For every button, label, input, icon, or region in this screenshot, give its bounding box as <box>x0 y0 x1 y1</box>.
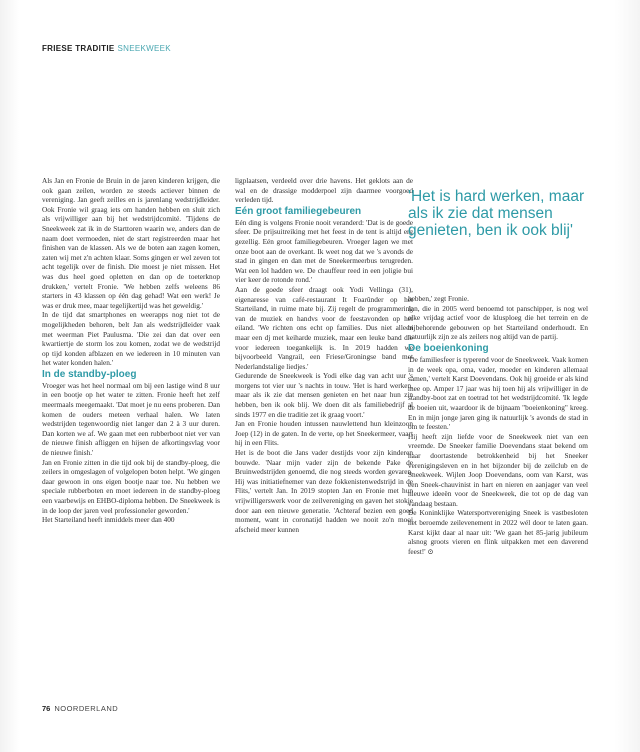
pull-quote: 'Het is hard werken, maar als ik zie dat mensen genieten, ben ik ook blij' <box>408 188 585 239</box>
section-header <box>42 44 171 53</box>
page-footer <box>42 704 118 713</box>
paragraph: Vroeger was het heel normaal om bij een lastige wind 8 uur in een bootje op het water te zitten. Fronie heeft het zelf meermaals meegemaakt. 'Dat moet je nu eens proberen. Dan komen de ouders meteen verhaal halen. We laten wedstrijden tegenwoordig niet langer dan 2 à 3 uur duren. Dan korten we af. We gaan met een rubberboot niet ver van de nieuwe finish afliggen en hijsen de afkortingsvlag voor de nieuwe finish.' <box>42 380 220 458</box>
paragraph: Het is de boot die Jans vader destijds voor zijn kinderen bouwde. 'Naar mijn vader zijn de bekende Pake de Bruinwedstrijden genoemd, die nog steeds worden gevaren. Hij was initiatiefnemer van deze fokkenistenwedstrijd in de Flits,' vertelt Jan. In 2019 stopten Jan en Fronie met hun vrijwilligerswerk voor de zeilvereniging en gaven het stokje door aan een nieuwe generatie. 'Achteraf bezien een goed moment, want in coronatijd hadden we nooit zo'n mooi afscheid meer kunnen <box>235 448 413 534</box>
paragraph: Jan en Fronie zitten in die tijd ook bij de standby-ploeg, die zeilers in omgeslagen of volgelopen boten helpt. 'We gingen daar gewoon in ons eigen bootje naar toe. Nu hebben we speciale rubberboten en moet iedereen in de standby-ploeg een vaarbewijs en EHBO-diploma hebben. De Sneekweek is in de loop der jaren veel professioneler geworden.' <box>42 457 220 515</box>
paragraph: Jan, die in 2005 werd benoemd tot panschipper, is nog wel elke vrijdag actief voor de klusploeg die het terrein en de bijbehorende gebouwen op het Starteiland onderhoudt. En natuurlijk zijn ze als zeilers nog altijd van de partij. <box>408 303 588 342</box>
article-column-3 <box>408 294 588 556</box>
paragraph: ligplaatsen, verdeeld over drie havens. Het geklots aan de wal en de drassige modderpoel zijn daarmee voorgoed verleden tijd. <box>235 176 413 205</box>
article-column-1 <box>42 176 220 525</box>
paragraph: hebben,' zegt Fronie. <box>408 294 469 303</box>
magazine-name: NOORDERLAND <box>54 704 119 713</box>
paragraph: Het Starteiland heeft inmiddels meer dan 400 <box>42 515 175 525</box>
paragraph: 'De familiesfeer is typerend voor de Sneekweek. Vaak komen in de week opa, oma, vader, moeder en kinderen allemaal samen,' vertelt Karst Doevendans. Ook hij groeide er als kind mee op. Amper 17 jaar was hij toen hij als vrijwilliger in de standby-boot zat en toetrad tot het wedstrijdcomité. 'Ik legde de boeien uit, waardoor ik de bijnaam "boeienkoning" kreeg. En in mijn jonge jaren ging ik natuurlijk 's avonds de stad in om te feesten.' <box>408 354 588 432</box>
section-title: FRIESE TRADITIE <box>42 44 115 53</box>
subheading-standby: In de standby-ploeg <box>42 368 137 380</box>
paragraph: Als Jan en Fronie de Bruin in de jaren kinderen krijgen, die ook gaan zeilen, worden ze steeds actiever binnen de vereniging. Jan geeft zeilles en is jarenlang wedstrijdleider. Ook Fronie wil graag iets om handen hebben en sluit zich als vrijwilliger aan bij het wedstrijdcomité. 'Tijdens de Sneekweek zat ik in de Starttoren waarin we, anders dan de naam doet vermoeden, niet de start registreerden maar het finishen van de klassen. Als we de boten aan zagen komen, zaten wij met z'n achten klaar. Soms gingen er wel zeven tot acht tegelijk over de finish. Die moest je niet missen. Het was dus heel goed opletten en dan op de toeterknop drukken,' vertelt Fronie. 'We hebben zelfs weleens 86 starters in 43 klassen op één dag gehad! Wat een werk! Je was er druk mee, maar tegelijkertijd was het geweldig.' <box>42 176 220 310</box>
paragraph: In de tijd dat smartphones en weerapps nog niet tot de mogelijkheden behoren, belt Jan als wedstrijdleider vaak met weerman Piet Paulusma. 'Die zei dan dat over een kwartiertje de storm los zou komen, zodat we de wedstrijd op tijd konden afblazen en we iedereen in 10 minuten van het water konden halen.' <box>42 310 220 368</box>
paragraph: Gedurende de Sneekweek is Yodi elke dag van acht uur 's morgens tot vier uur 's nachts in touw. 'Het is hard werken, maar als ik zie dat mensen genieten en het naar hun zin hebben, ben ik ook blij. We doen dit als familiebedrijf al sinds 1977 en die traditie zet ik graag voort.' <box>235 371 413 419</box>
paragraph: Aan de goede sfeer draagt ook Yodi Vellinga (31), eigenaresse van café-restaurant It Foarûnder op het Starteiland, in ruime mate bij. Zij regelt de programmering van de muziek en handvs voor de feestavonden op het eiland. 'We richten ons echt op families. Dus niet alleen maar een dj met keiharde muziek, maar een leuke band die voor iedereen toegankelijk is. In 2019 hadden we bijvoorbeeld Vangrail, een Friese/Groningse band met Nederlandstalige liedjes.' <box>235 284 413 371</box>
article-column-2 <box>235 176 413 534</box>
paragraph: Eén ding is volgens Fronie nooit veranderd: 'Dat is de goede sfeer. De prijsuitreiking met het feest in de tent is altijd erg gezellig. Eén groot familiegebeuren. Vroeger lagen we met onze boot aan de overkant. Ik weet nog dat we 's avonds de stad in gingen en dan met de Sneekermeerbus terugreden. Wat een lol hadden we. De chauffeur reed in een joligie bui vier keer de rotonde rond.' <box>235 217 413 285</box>
subheading-familiegebeuren: Eén groot familiegebeuren <box>235 205 362 217</box>
paragraph: Jan en Fronie houden intussen nauwlettend hun kleinzoon Joep (12) in de gaten. In de verte, op het Sneekermeer, vaart hij in een Flits. <box>235 419 413 448</box>
section-subtitle: SNEEKWEEK <box>117 44 171 53</box>
paragraph: De Koninklijke Watersportvereniging Sneek is vastbesloten het beroemde zeilevenement in 2022 wél door te laten gaan. Karst kijkt daar al naar uit: 'We gaan het 85-jarig jubileum alsnog groots vieren en flink uitpakken met een daverend feest!' ⊙ <box>408 508 588 556</box>
page-number: 76 <box>42 704 51 713</box>
paragraph: Hij heeft zijn liefde voor de Sneekweek niet van een vreemde. De Sneeker familie Doevendans staat bekend om haar doortastende betrokkenheid bij het Sneeker verenigingsleven en in het bijzonder bij de zeilclub en de Sneekweek. Wijlen Joop Doevendans, oom van Karst, was een Sneek-chauvinist in hart en nieren en aanjager van veel nieuwe ideeën voor de Sneekweek, die tot op de dag van vandaag bestaan. <box>408 431 588 508</box>
subheading-boeienkoning: De boeienkoning <box>408 342 489 354</box>
